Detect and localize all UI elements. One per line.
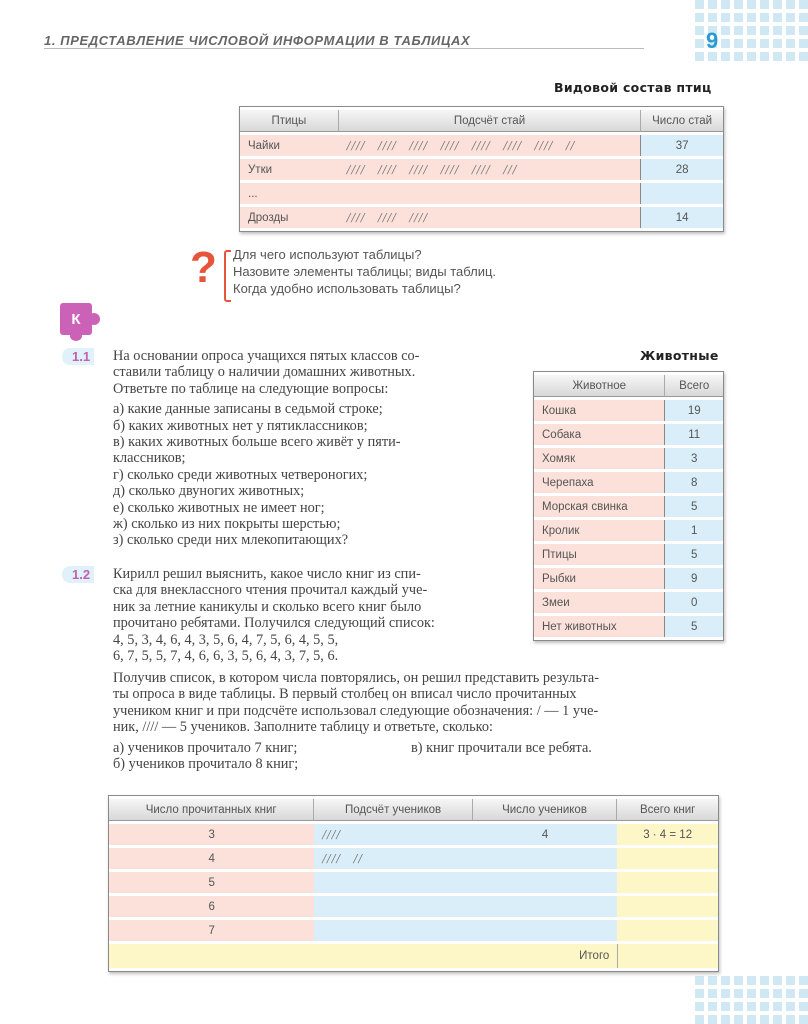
count-cell: 37 (641, 135, 723, 156)
total-cell: 0 (665, 592, 723, 613)
question-item: е) сколько животных не имеет ног; (113, 499, 325, 516)
number-list-line: 4, 5, 3, 4, 6, 4, 3, 5, 6, 4, 7, 5, 6, 4, 5, 5, (113, 631, 339, 648)
column-header: Подсчёт стай (339, 110, 641, 132)
column-header: Птицы (240, 110, 339, 132)
text-line: Получив список, в котором числа повторялись, он решил представить результа- (113, 670, 599, 686)
column-header: Подсчёт учеников (314, 799, 472, 821)
question-item: г) сколько среди животных четвероногих; (113, 466, 368, 483)
birds-table (239, 106, 724, 232)
table-row (109, 920, 718, 941)
text-line: прочитано ребятами. Получился следующий список: (113, 615, 435, 632)
total-cell: 9 (665, 568, 723, 589)
total-row (109, 944, 718, 968)
table-row (534, 616, 723, 637)
animal-cell: Кошка (534, 400, 665, 421)
total-cell: 8 (665, 472, 723, 493)
table-row (109, 872, 718, 893)
tally-cell: //// //// //// (339, 207, 641, 228)
question-item: классников; (113, 450, 186, 467)
books-table (108, 795, 719, 972)
text-line: ты опроса в виде таблицы. В первый столбец он вписал число прочитанных (113, 686, 577, 703)
text-line: учеником книг и при подсчёте использовал следующие обозначения: / — 1 уче- (113, 702, 599, 719)
total-books-cell[interactable] (617, 896, 718, 917)
table-row (534, 592, 723, 613)
question-item: д) сколько двуногих животных; (113, 483, 305, 500)
running-head-text: 1. ПРЕДСТАВЛЕНИЕ ЧИСЛОВОЙ ИНФОРМАЦИИ В ТАБЛИЦАХ (44, 33, 474, 48)
total-value-cell[interactable] (617, 944, 718, 968)
text-line: ник, //// — 5 учеников. Заполните таблицу и ответьте, сколько: (113, 719, 494, 736)
badge-label: К (71, 310, 81, 328)
task-1-1-text (113, 348, 511, 549)
total-books-cell[interactable]: 3 · 4 = 12 (617, 824, 718, 845)
table-row (534, 496, 723, 517)
animal-cell: Морская свинка (534, 496, 665, 517)
total-cell: 11 (665, 424, 723, 445)
table-row (109, 824, 718, 845)
books-cell: 5 (109, 872, 314, 893)
total-cell: 19 (665, 400, 723, 421)
question-item: ж) сколько из них покрыты шерстью; (113, 516, 341, 533)
column-header: Число учеников (473, 799, 618, 821)
question-line: Когда удобно использовать таблицы? (233, 281, 461, 296)
tally-cell[interactable] (314, 896, 472, 917)
text-line: Ответьте по таблице на следующие вопросы: (113, 380, 389, 397)
animal-cell: Нет животных (534, 616, 665, 637)
total-books-cell[interactable] (617, 872, 718, 893)
question-item: з) сколько среди них млекопитающих? (113, 532, 349, 549)
animals-table (533, 371, 724, 641)
question-item: в) книг прочитали все ребята. (411, 739, 592, 756)
text-line: Кирилл решил выяснить, какое число книг из спи- (113, 566, 421, 582)
count-cell (641, 183, 723, 204)
question-line: Для чего используют таблицы? (233, 247, 422, 262)
tally-cell[interactable]: //// (314, 824, 472, 845)
animal-cell: Хомяк (534, 448, 665, 469)
task-1-2-body (113, 670, 724, 772)
table-row (240, 183, 723, 204)
bird-cell: ... (240, 183, 339, 204)
table-row (109, 848, 718, 869)
total-books-cell[interactable] (617, 920, 718, 941)
column-header: Всего (665, 375, 723, 397)
table-row (534, 520, 723, 541)
column-header: Число прочитанных книг (109, 799, 314, 821)
table-row (534, 424, 723, 445)
table-row (240, 159, 723, 180)
text-line: ник за летние каникулы и сколько всего книг было (113, 598, 422, 615)
table-row (534, 568, 723, 589)
count-cell: 28 (641, 159, 723, 180)
tally-cell (339, 183, 641, 204)
animal-cell: Змеи (534, 592, 665, 613)
table-row (534, 448, 723, 469)
tally-cell[interactable]: //// // (314, 848, 472, 869)
students-cell[interactable] (473, 848, 618, 869)
total-cell: 5 (665, 544, 723, 565)
animal-cell: Собака (534, 424, 665, 445)
bird-cell: Утки (240, 159, 339, 180)
total-cell: 3 (665, 448, 723, 469)
column-header: Животное (534, 375, 665, 397)
question-item: б) учеников прочитало 8 книг; (113, 756, 299, 773)
question-item: а) какие данные записаны в седьмой строке; (113, 401, 383, 418)
question-line: Назовите элементы таблицы; виды таблиц. (233, 264, 497, 279)
animals-table-title: Животные (640, 348, 719, 363)
question-mark-icon: ? (190, 243, 217, 292)
task-1-2-intro (113, 566, 511, 664)
bird-cell: Дрозды (240, 207, 339, 228)
task-number-1-2: 1.2 (62, 566, 94, 583)
bracket-decoration (224, 250, 231, 302)
puzzle-badge-icon (60, 303, 92, 335)
books-cell: 7 (109, 920, 314, 941)
books-cell: 6 (109, 896, 314, 917)
table-row (240, 135, 723, 156)
books-cell: 4 (109, 848, 314, 869)
count-cell: 14 (641, 207, 723, 228)
tally-cell: //// //// //// //// //// //// //// // (339, 135, 641, 156)
text-line: ска для внеклассного чтения прочитал каждый уче- (113, 582, 428, 599)
table-row (534, 400, 723, 421)
animal-cell: Птицы (534, 544, 665, 565)
table-row (534, 544, 723, 565)
total-cell: 5 (665, 496, 723, 517)
students-cell[interactable] (473, 920, 618, 941)
students-cell[interactable] (473, 896, 618, 917)
tally-cell[interactable] (314, 920, 472, 941)
animal-cell: Кролик (534, 520, 665, 541)
page-number: 9 (706, 28, 719, 53)
table-row (534, 472, 723, 493)
question-item: б) каких животных нет у пятиклассников; (113, 417, 368, 434)
table-row (109, 896, 718, 917)
number-list-line: 6, 7, 5, 5, 7, 4, 6, 6, 3, 5, 6, 4, 3, 7, 5, 6. (113, 648, 339, 665)
students-cell[interactable]: 4 (473, 824, 618, 845)
tally-cell: //// //// //// //// //// /// (339, 159, 641, 180)
total-cell: 1 (665, 520, 723, 541)
students-cell[interactable] (473, 872, 618, 893)
task-number-1-1: 1.1 (62, 348, 94, 365)
animal-cell: Черепаха (534, 472, 665, 493)
running-head (44, 33, 644, 49)
tally-cell[interactable] (314, 872, 472, 893)
birds-table-title: Видовой состав птиц (554, 80, 712, 95)
question-item: а) учеников прочитало 7 книг; (113, 739, 298, 756)
column-header: Всего книг (617, 799, 718, 821)
total-books-cell[interactable] (617, 848, 718, 869)
text-line: ставили таблицу о наличии домашних животных. (113, 364, 416, 381)
animal-cell: Рыбки (534, 568, 665, 589)
table-row (240, 207, 723, 228)
text-line: На основании опроса учащихся пятых классов со- (113, 348, 420, 364)
total-cell: 5 (665, 616, 723, 637)
corner-decoration-bottom (695, 976, 808, 1024)
bird-cell: Чайки (240, 135, 339, 156)
question-item: в) каких животных больше всего живёт у пяти- (113, 434, 401, 451)
total-label: Итого (109, 944, 617, 968)
column-header: Число стай (641, 110, 723, 132)
books-cell: 3 (109, 824, 314, 845)
